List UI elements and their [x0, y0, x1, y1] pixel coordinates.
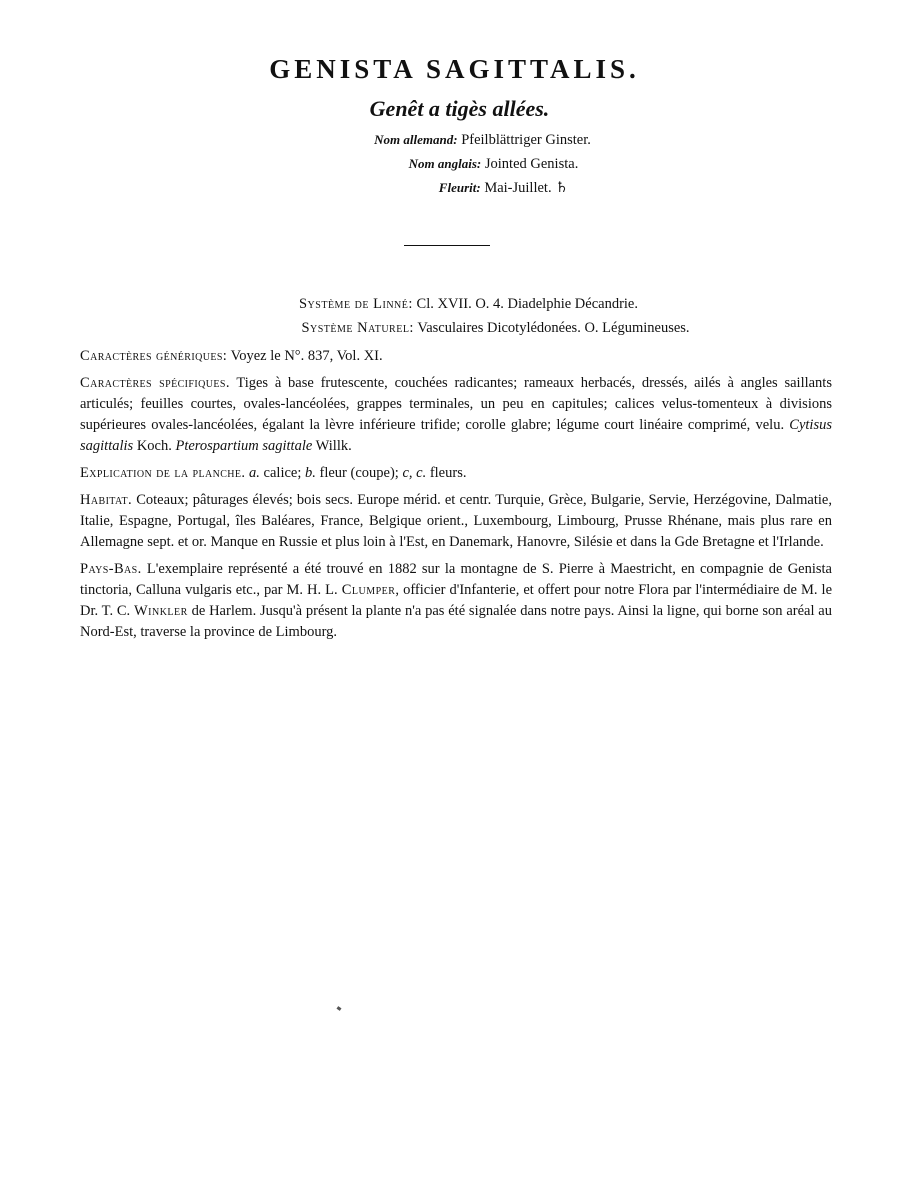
habitat-text: Coteaux; pâturages élevés; bois secs. Europe mérid. et centr. Turquie, Grèce, Bulgarie, Servie, Herzégovine, Dalmatie, Italie, Espagne, Portugal, îles Baléares, France, Belgique orient., Luxembourg, Limbourg, Prusse Rhénane, mais plus rare en Allemagne sept. et or. Manque en Russie et plus loin à l'Est, en Danemark, Hanovre, Silésie et dans la Gde Bretagne et l'Irlande.	[80, 492, 832, 550]
figure-b-key: b.	[305, 465, 316, 481]
linnean-system-label: Système de Linné:	[298, 296, 413, 312]
linnean-system-value: Cl. XVII. O. 4. Diadelphie Décandrie.	[416, 296, 638, 312]
netherlands-label: Pays-Bas.	[80, 561, 142, 577]
netherlands-text-2: , officier d'Infanterie, et offert pour notre Flora par l'intermédiaire de M. le Dr. T. C.	[80, 582, 833, 619]
habitat	[80, 490, 832, 553]
flowering-line	[0, 176, 909, 200]
common-names	[0, 128, 909, 200]
intermediary-name: Winkler	[133, 603, 188, 619]
linnean-system	[0, 296, 909, 313]
specific-characters-text: Tiges à base frutescente, couchées radicantes; rameaux herbacés, dressés, ailés à angles saillants articulés; feuilles courtes, ovales-lancéolées, grappes terminales, un peu en capitules; calices velus-tomenteux à divisions supérieures ovales-lancéolées, égalant la lèvre inférieure trifide; corolle glabre; légume court linéaire comprimé, velu.	[80, 375, 832, 433]
flowering-label: Fleurit:	[438, 180, 481, 195]
figure-a-text: calice;	[263, 465, 302, 481]
synonym-2: Pterospartium sagittale	[175, 438, 313, 454]
german-name-value: Pfeilblättriger Ginster.	[461, 132, 591, 148]
netherlands-text-1: L'exemplaire représenté a été trouvé en 1882 sur la montagne de S. Pierre à Maestricht, en compagnie de Genista tinctoria, Calluna vulgaris etc., par M. H. L.	[80, 561, 832, 598]
natural-system	[0, 320, 909, 337]
natural-system-value: Vasculaires Dicotylédonées. O. Légumineuses.	[417, 320, 690, 336]
specific-characters	[80, 373, 832, 457]
german-name-line	[0, 128, 909, 152]
figure-a-key: a.	[249, 465, 260, 481]
natural-system-label: Système Naturel:	[301, 320, 414, 336]
figure-c-text: fleurs.	[429, 465, 467, 481]
flowering-value: Mai-Juillet. ♄	[484, 180, 569, 196]
english-name-line	[0, 152, 909, 176]
ink-speck	[337, 1006, 342, 1011]
german-name-label: Nom allemand:	[374, 132, 458, 147]
page-title: GENISTA SAGITTALIS.	[269, 54, 640, 84]
plate-explanation-label: Explication de la planche.	[80, 465, 246, 481]
generic-characters	[80, 346, 832, 367]
netherlands-note	[80, 559, 832, 643]
netherlands-text-3: de Harlem. Jusqu'à présent la plante n'a pas été signalée dans notre pays. Ainsi la ligne, qui borne son aréal au Nord-Est, traverse la province de Limbourg.	[80, 603, 832, 640]
english-name-value: Jointed Genista.	[484, 156, 579, 172]
figure-b-text: fleur (coupe);	[319, 465, 399, 481]
generic-characters-value: Voyez le N°. 837, Vol. XI.	[230, 348, 383, 364]
generic-characters-label: Caractères génériques:	[80, 348, 228, 364]
synonym-1-author: Koch.	[136, 438, 172, 454]
synonym-2-author: Willk.	[315, 438, 352, 454]
english-name-label: Nom anglais:	[408, 156, 482, 171]
plate-explanation	[80, 463, 832, 484]
synonym-1: Cytisus sagittalis	[80, 417, 832, 454]
french-name: Genêt a tigès allées.	[369, 96, 550, 121]
description-body	[80, 346, 832, 649]
separator-rule	[404, 245, 490, 246]
collector-name: Clumper	[341, 582, 396, 598]
figure-c-key: c, c.	[402, 465, 427, 481]
habitat-label: Habitat.	[80, 492, 133, 508]
specific-characters-label: Caractères spécifiques.	[80, 375, 230, 391]
